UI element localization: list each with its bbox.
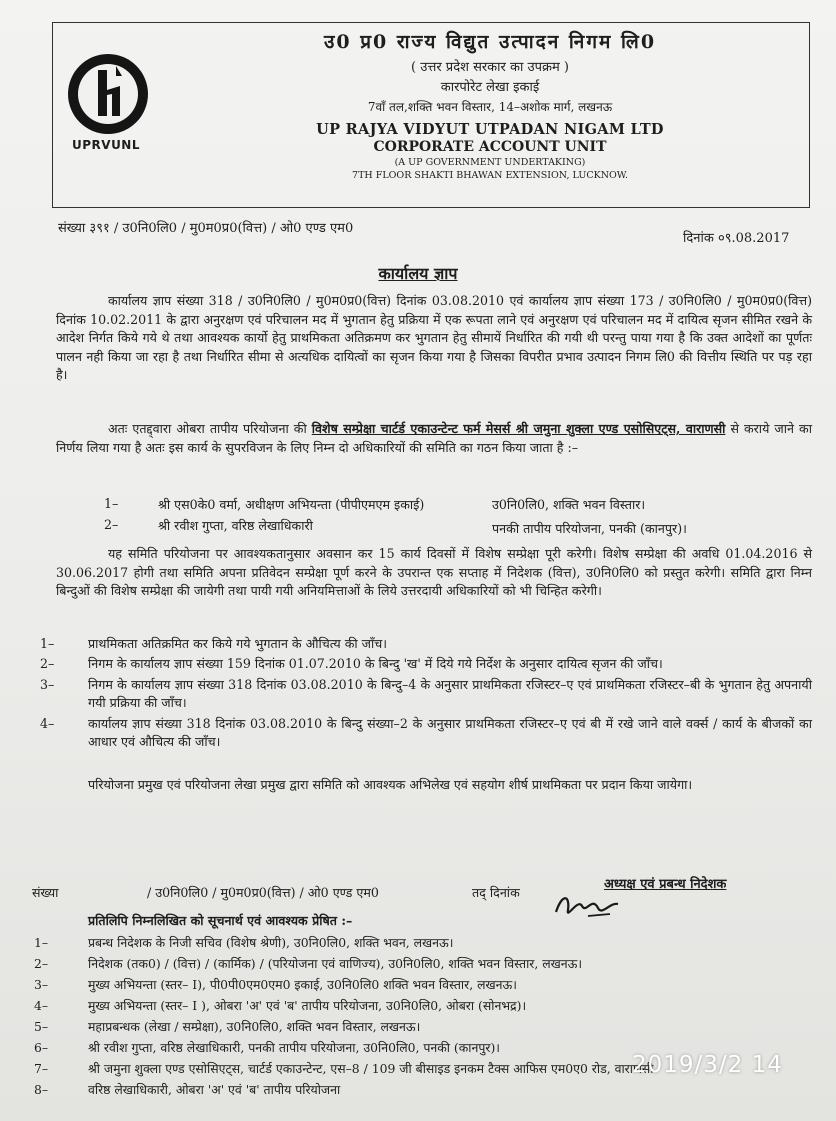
copy-number: 5– <box>34 1019 49 1034</box>
member-2-name: श्री रवीश गुप्ता, वरिष्ठ लेखाधिकारी <box>158 518 313 533</box>
paragraph-2 <box>56 420 812 457</box>
copy-text: प्रबन्ध निदेशक के निजी सचिव (विशेष श्रेणी), उ0नि0लि0, शक्ति भवन, लखनऊ। <box>88 935 454 950</box>
copy-number: 1– <box>34 935 49 950</box>
reference-number: संख्या ३९१ / उ0नि0लि0 / मु0म0प्र0(वित्त) / ओ0 एण्ड एम0 <box>58 221 354 236</box>
point-text: निगम के कार्यालय ज्ञाप संख्या 159 दिनांक 01.07.2010 के बिन्दु 'ख' में दिये गये निर्देश के अनुसार दायित्व सृजन की जाँच। <box>88 656 663 672</box>
english-subtitle: (A UP GOVERNMENT UNDERTAKING) <box>394 157 586 168</box>
photo-timestamp: 2019/3/2 14 <box>632 1052 783 1078</box>
english-unit-name: CORPORATE ACCOUNT UNIT <box>373 139 607 155</box>
list-item <box>34 974 824 995</box>
member-1-number: 1– <box>104 496 119 511</box>
list-item <box>34 1079 824 1100</box>
memo-date: दिनांक ०९.08.2017 <box>683 231 790 246</box>
copy-text: निदेशक (तक0) / (वित्त) / (कार्मिक) / (परियोजना एवं वाणिज्य), उ0नि0लि0, शक्ति भवन विस्तार, लखनऊ। <box>88 956 583 971</box>
copy-number: 2– <box>34 956 49 971</box>
signature-scribble-icon <box>552 888 622 924</box>
hindi-subtitle: ( उत्तर प्रदेश सरकार का उपक्रम ) <box>411 60 569 75</box>
english-address: 7TH FLOOR SHAKTI BHAWAN EXTENSION, LUCKNOW. <box>352 170 628 181</box>
reference-2-label: संख्या <box>32 885 59 900</box>
list-item <box>34 932 824 953</box>
reference-2-text: / उ0नि0लि0 / मु0म0प्र0(वित्त) / ओ0 एण्ड एम0 <box>147 885 379 900</box>
paragraph-1: कार्यालय ज्ञाप संख्या 318 / उ0नि0लि0 / मु0म0प्र0(वित्त) दिनांक 03.08.2010 एवं कार्यालय ज्ञाप संख्या 173 / उ0नि0लि0 / मु0म0प्र0(वित्त) दिनांक 10.02.2011 के द्वारा अनुरक्षण एवं परिचालन मद में भुगतान हेतु प्रक्रिया में एक रूपता लाने एवं अनुरक्षण एवं परिचालन मद में दायित्व सृजन सीमित रखने के आदेश निर्गत किये गये थे तथा आवश्यक कार्यो हेतु प्राथमिकता अतिक्रमण कर भुगतान हेतु सीमायें निर्धारित की गयी थी परन्तु पाया गया है कि उक्त आदेशों का पूर्णतः पालन नही किया जा रहा है तथा निर्धारित सीमा से अत्यधिक दायित्वों का सृजन किया गया है जिसका विपरीत प्रभाव उत्पादन निगम लि0 की वित्तीय स्थिति पर पड़ रहा है। <box>56 293 812 383</box>
copy-number: 3– <box>34 977 49 992</box>
member-2-number: 2– <box>104 517 119 532</box>
list-item <box>40 676 812 713</box>
copy-text: मुख्य अभियन्ता (स्तर– I ), ओबरा 'अ' एवं 'ब' तापीय परियोजना, उ0नि0लि0, ओबरा (सोनभद्र)। <box>88 998 527 1013</box>
paragraph-3: यह समिति परियोजना पर आवश्यकतानुसार अवसान कर 15 कार्य दिवसों में विशेष सम्प्रेक्षा पूरी करेगी। विशेष सम्प्रेक्षा की अवधि 01.04.2016 से 30.06.2017 होगी तथा समिति अपना प्रतिवेदन सम्प्रेक्षा पूर्ण करने के उपरान्त एक सप्ताह में निदेशक (वित्त), उ0नि0लि0 को प्रस्तुत करेगी। समिति द्वारा निम्न बिन्दुओं की विशेष सम्प्रेक्षा की जायेगी तथा पायी गयी अनियमित्ताओं के लिये उत्तरदायी अधिकारियों को भी चिन्हित करेगी। <box>56 546 812 599</box>
member-1-name: श्री एस0के0 वर्मा, अधीक्षण अभियन्ता (पीपीएमएम इकाई) <box>158 497 425 512</box>
point-text: कार्यालय ज्ञाप संख्या 318 दिनांक 03.08.2010 के बिन्दु संख्या–2 के अनुसार प्राथमिकता रजिस्टर–ए एवं बी में रखे जाने वाले वर्क्स / कार्य के बीजकों का आधार एवं औचित्य की जाँच। <box>88 715 812 750</box>
closing-paragraph: परियोजना प्रमुख एवं परियोजना लेखा प्रमुख द्वारा समिति को आवश्यक अभिलेख एवं सहयोग शीर्ष प्राथमिकता पर प्रदान किया जायेगा। <box>88 777 693 792</box>
point-number: 3– <box>40 676 55 692</box>
hindi-address: 7वाँ तल,शक्ति भवन विस्तार, 14–अशोक मार्ग, लखनऊ <box>367 100 613 114</box>
list-item <box>40 655 812 673</box>
hindi-unit-name: कारपोरेट लेखा इकाई <box>440 80 540 95</box>
member-1-place: उ0नि0लि0, शक्ति भवन विस्तार। <box>492 497 646 512</box>
point-number: 1– <box>40 636 55 651</box>
point-number: 2– <box>40 656 55 672</box>
list-item <box>40 635 812 653</box>
logo-label: UPRVUNL <box>72 138 140 152</box>
copy-number: 6– <box>34 1040 49 1055</box>
point-number: 4– <box>40 715 55 731</box>
uprvunl-logo-icon <box>58 42 158 150</box>
reference-2-date: तद् दिनांक <box>472 885 520 900</box>
list-item <box>34 1016 824 1037</box>
list-item <box>40 715 812 752</box>
copy-number: 8– <box>34 1082 49 1097</box>
copy-text: श्री रवीश गुप्ता, वरिष्ठ लेखाधिकारी, पनकी तापीय परियोजना, उ0नि0लि0, पनकी (कानपुर)। <box>88 1040 501 1055</box>
paragraph-2-lead: अतः एतद्द्वारा ओबरा तापीय परियोजना की <box>108 421 307 436</box>
audit-points-list <box>40 635 812 753</box>
copy-heading: प्रतिलिपि निम्नलिखित को सूचनार्थ एवं आवश्यक प्रेषित :– <box>88 913 353 928</box>
paragraph-2-tail: से कराये जाने का निर्णय लिया गया है अतः इस कार्य के सुपरविजन के लिए निम्न दो अधिकारियों की समिति का गठन किया जाता है :– <box>56 421 812 455</box>
copy-number: 4– <box>34 998 49 1013</box>
copy-text: श्री जमुना शुक्ला एण्ड एसोसिएट्स, चार्टर्ड एकाउन्टेन्ट, एस–8 / 109 जी बीसाइड इनकम टैक्स आफिस एम0ए0 रोड, वाराणसी <box>88 1061 654 1076</box>
signatory-title: अध्यक्ष एवं प्रबन्ध निदेशक <box>604 877 727 892</box>
member-2-place: पनकी तापीय परियोजना, पनकी (कानपुर)। <box>492 521 687 536</box>
copy-text: मुख्य अभियन्ता (स्तर– I), पी0पी0एम0एम0 इकाई, उ0नि0लि0 शक्ति भवन विस्तार, लखनऊ। <box>88 977 517 992</box>
copy-number: 7– <box>34 1061 49 1076</box>
copy-text: वरिष्ठ लेखाधिकारी, ओबरा 'अ' एवं 'ब' तापीय परियोजना <box>88 1082 341 1097</box>
letterhead-text <box>270 28 710 181</box>
english-company-name: UP RAJYA VIDYUT UTPADAN NIGAM LTD <box>316 121 664 138</box>
office-memo-title: कार्यालय ज्ञाप <box>378 264 458 283</box>
point-text: प्राथमिकता अतिक्रमित कर किये गये भुगतान के औचित्य की जाँच। <box>88 636 388 651</box>
copy-text: महाप्रबन्धक (लेखा / सम्प्रेक्षा), उ0नि0लि0, शक्ति भवन विस्तार, लखनऊ। <box>88 1019 421 1034</box>
point-text: निगम के कार्यालय ज्ञाप संख्या 318 दिनांक 03.08.2010 के बिन्दु–4 के अनुसार प्राथमिकता रजिस्टर–ए एवं प्राथमिकता रजिस्टर–बी के भुगतान हेतु अपनायी गयी प्रक्रिया की जाँच। <box>88 676 812 711</box>
hindi-company-name: उ0 प्र0 राज्य विद्युत उत्पादन निगम लि0 <box>323 31 657 53</box>
auditor-firm-name: विशेष सम्प्रेक्षा चार्टर्ड एकाउन्टेन्ट फर्म मेसर्स श्री जमुना शुक्ला एण्ड एसोसिएट्स, वाराणसी <box>311 421 726 436</box>
list-item <box>34 953 824 974</box>
list-item <box>34 995 824 1016</box>
